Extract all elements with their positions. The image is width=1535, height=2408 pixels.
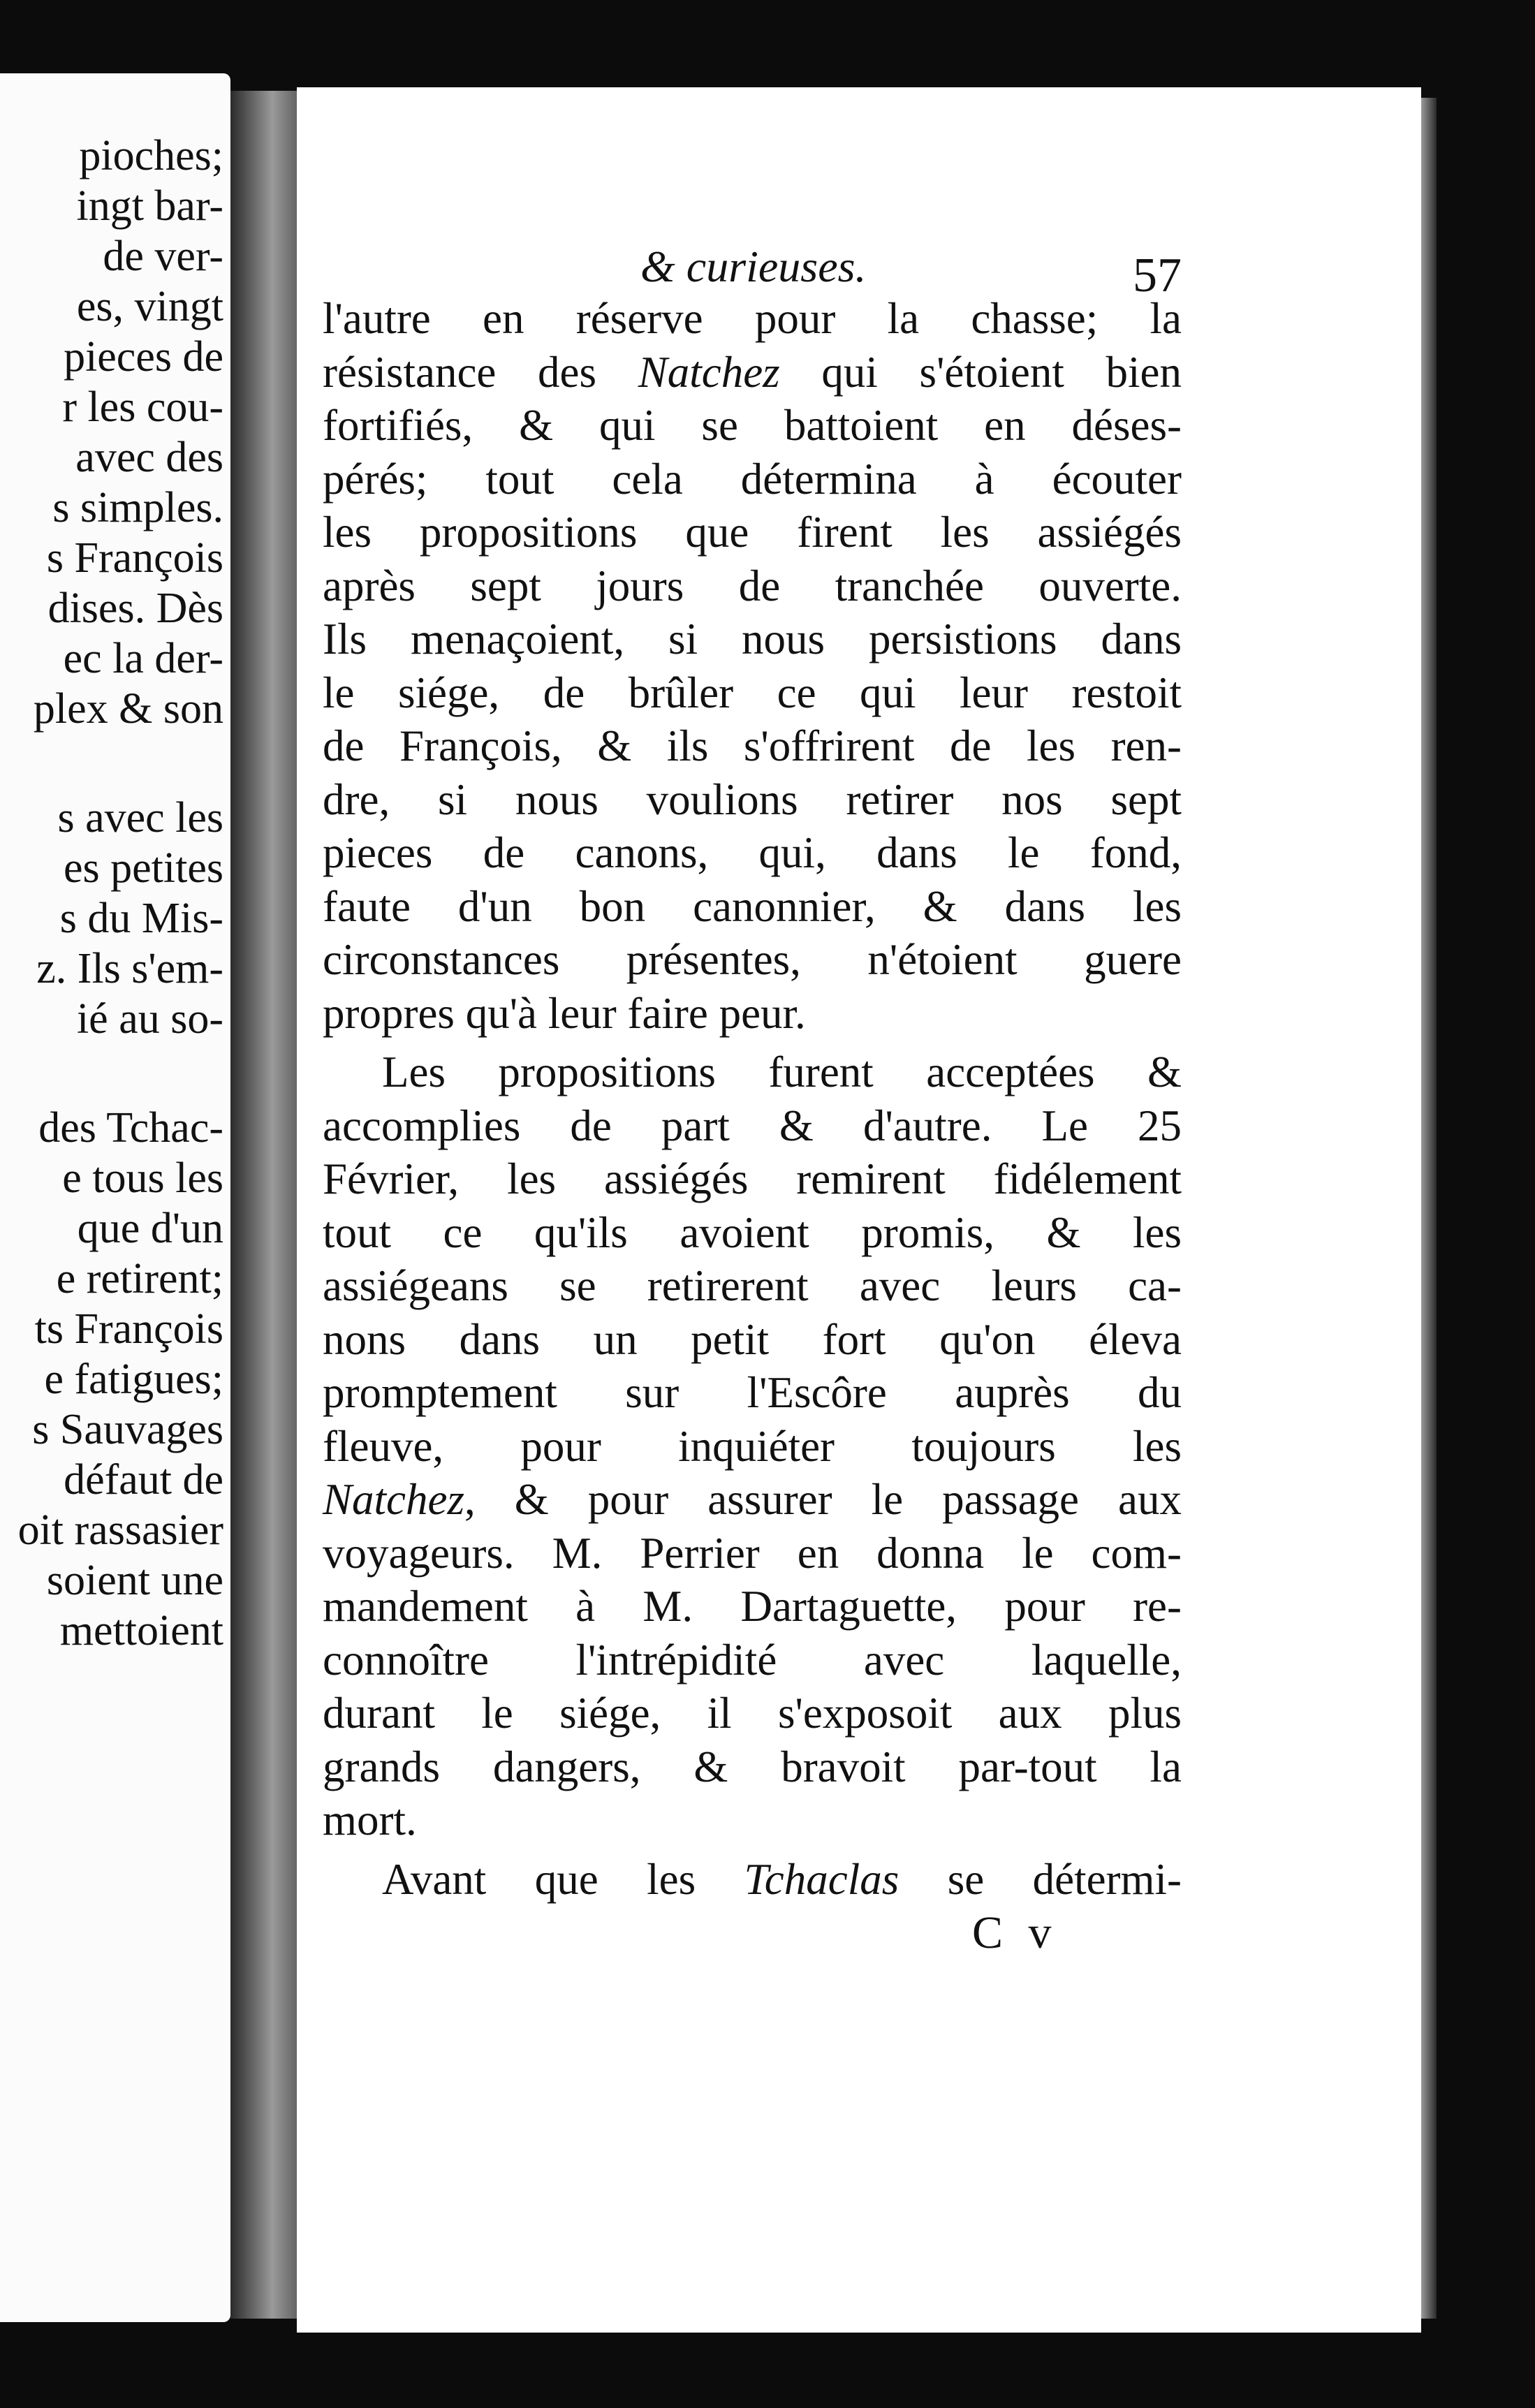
- text-line: [323, 346, 1182, 399]
- left-line: s avec les: [57, 794, 223, 842]
- left-line: défaut de: [64, 1456, 223, 1504]
- left-line: ingt bar-: [76, 182, 223, 230]
- page-number: 57: [1133, 249, 1182, 302]
- text-line: après sept jours de tranchée ouverte.: [323, 561, 1182, 610]
- left-line: ts François: [34, 1305, 223, 1353]
- left-line: que d'un: [77, 1205, 223, 1252]
- text-line: fortifiés, & qui se battoient en déses-: [323, 401, 1182, 450]
- text-line: [323, 1473, 1182, 1527]
- left-line: es, vingt: [76, 283, 223, 330]
- left-line: s François: [46, 534, 223, 582]
- text-line: propres qu'à leur faire peur.: [323, 988, 806, 1038]
- left-line: r les cou-: [62, 383, 223, 431]
- text-line-content: Natchez, & pour assurer le passage aux: [323, 1475, 1182, 1524]
- text-line: tout ce qu'ils avoient promis, & les: [323, 1207, 1182, 1257]
- left-line: oit rassasier: [17, 1506, 223, 1554]
- left-line: pioches;: [79, 132, 223, 179]
- text-line: de François, & ils s'offrirent de les ren-: [323, 721, 1182, 770]
- left-line: s Sauvages: [32, 1406, 223, 1453]
- text-line: dre, si nous voulions retirer nos sept: [323, 774, 1182, 824]
- text-line: mort.: [323, 1796, 417, 1844]
- book-gutter: [230, 91, 300, 2319]
- text-line: voyageurs. M. Perrier en donna le com-: [323, 1528, 1182, 1578]
- text-line: mandement à M. Dartaguette, pour re-: [323, 1582, 1182, 1631]
- text-line: grands dangers, & bravoit par-tout la: [323, 1742, 1182, 1791]
- text-line-content: résistance des Natchez qui s'étoient bien: [323, 347, 1182, 397]
- text-line: l'autre en réserve pour la chasse; la: [323, 294, 1182, 343]
- left-line: plex & son: [33, 685, 223, 733]
- left-line: s du Mis-: [59, 895, 223, 942]
- left-line: pieces de: [64, 333, 223, 381]
- text-line: nons dans un petit fort qu'on éleva: [323, 1314, 1182, 1364]
- text-line: pérés; tout cela détermina à écouter: [323, 454, 1182, 504]
- left-line: s simples.: [52, 484, 223, 531]
- left-line: es petites: [64, 844, 223, 892]
- left-line: e fatigues;: [44, 1356, 223, 1403]
- left-line: mettoient: [59, 1607, 223, 1654]
- running-head: [323, 241, 1182, 302]
- left-line: e retirent;: [56, 1255, 223, 1302]
- text-line: Ils menaçoient, si nous persistions dans: [323, 615, 1182, 663]
- body-text: [323, 292, 1182, 1906]
- text-line: [323, 1853, 1182, 1907]
- left-line: des Tchac-: [38, 1104, 223, 1152]
- signature-mark: C v: [972, 1907, 1059, 1958]
- left-line: ié au so-: [76, 995, 223, 1043]
- left-line: dises. Dès: [47, 585, 223, 632]
- left-line: de ver-: [103, 233, 223, 280]
- left-line: e tous les: [62, 1154, 223, 1202]
- left-line: soient une: [46, 1557, 223, 1604]
- text-line-content: Avant que les Tchaclas se détermi-: [382, 1854, 1182, 1904]
- text-line: pieces de canons, qui, dans le fond,: [323, 828, 1182, 877]
- page-edge: [1421, 98, 1437, 2319]
- text-line: Les propositions furent acceptées &: [382, 1048, 1182, 1096]
- text-line: connoître l'intrépidité avec laquelle,: [323, 1635, 1182, 1684]
- text-line: les propositions que firent les assiégés: [323, 508, 1182, 557]
- left-line: ec la der-: [63, 635, 223, 682]
- text-line: le siége, de brûler ce qui leur restoit: [323, 668, 1182, 717]
- text-line: Février, les assiégés remirent fidélement: [323, 1154, 1182, 1203]
- text-line: assiégeans se retirerent avec leurs ca-: [323, 1261, 1182, 1310]
- left-line: z. Ils s'em-: [36, 945, 223, 992]
- text-line: circonstances présentes, n'étoient guere: [323, 935, 1182, 984]
- text-line: accomplies de part & d'autre. Le 25: [323, 1101, 1182, 1150]
- text-line: durant le siége, il s'exposoit aux plus: [323, 1689, 1182, 1738]
- running-title: & curieuses.: [640, 242, 867, 291]
- left-line: avec des: [75, 434, 223, 481]
- left-page: [0, 73, 230, 2322]
- text-line: fleuve, pour inquiéter toujours les: [323, 1421, 1182, 1471]
- text-line: promptement sur l'Escôre auprès du: [323, 1368, 1182, 1417]
- text-line: faute d'un bon canonnier, & dans les: [323, 881, 1182, 931]
